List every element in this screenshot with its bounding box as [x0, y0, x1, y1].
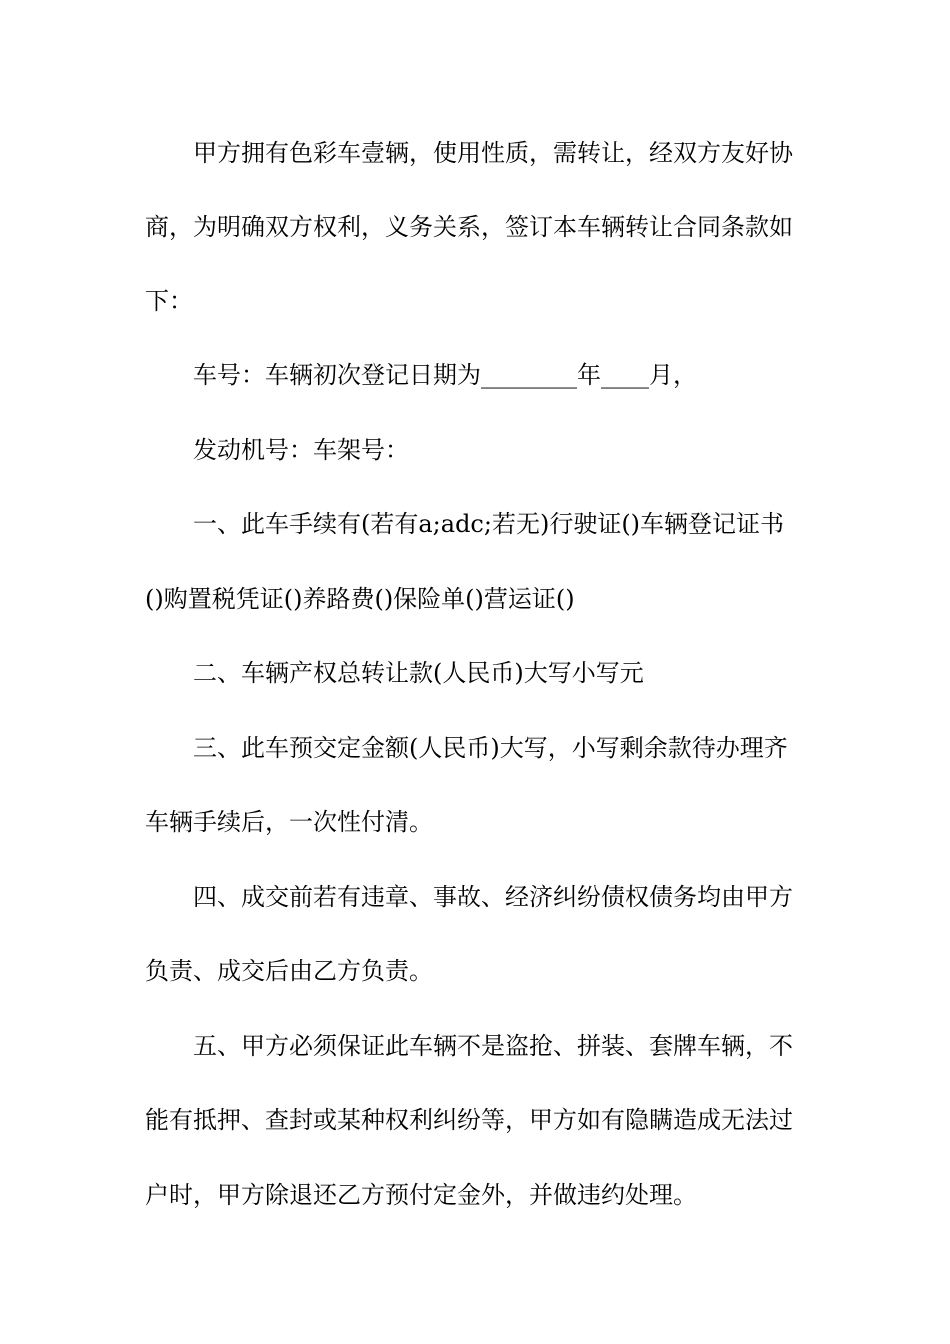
paragraph-intro-line-2: 商，为明确双方权利，义务关系，签订本车辆转让合同条款如 [145, 213, 793, 241]
clause-5-line-2: 能有抵押、查封或某种权利纠纷等，甲方如有隐瞒造成无法过 [145, 1106, 793, 1134]
paragraph-intro-line-3: 下： [145, 287, 193, 315]
clause-3-line-2: 车辆手续后，一次性付清。 [145, 808, 433, 836]
clause-3-line-1: 三、此车预交定金额(人民币)大写，小写剩余款待办理齐 [193, 734, 788, 762]
clause-5-line-3: 户时，甲方除退还乙方预付定金外，并做违约处理。 [145, 1181, 697, 1209]
engine-chassis-line: 发动机号：车架号： [193, 436, 409, 464]
vehicle-number-line: 车号：车辆初次登记日期为________年____月， [193, 361, 697, 389]
clause-2-line-1: 二、车辆产权总转让款(人民币)大写小写元 [193, 659, 644, 687]
clause-1-line-1: 一、此车手续有(若有a;adc;若无)行驶证()车辆登记证书 [193, 510, 785, 538]
clause-5-line-1: 五、甲方必须保证此车辆不是盗抢、拼装、套牌车辆，不 [193, 1032, 793, 1060]
paragraph-intro-line-1: 甲方拥有色彩车壹辆，使用性质，需转让，经双方友好协 [193, 139, 793, 167]
clause-1-line-2: ()购置税凭证()养路费()保险单()营运证() [145, 585, 575, 613]
clause-4-line-2: 负责、成交后由乙方负责。 [145, 957, 433, 985]
clause-4-line-1: 四、成交前若有违章、事故、经济纠纷债权债务均由甲方 [193, 883, 793, 911]
